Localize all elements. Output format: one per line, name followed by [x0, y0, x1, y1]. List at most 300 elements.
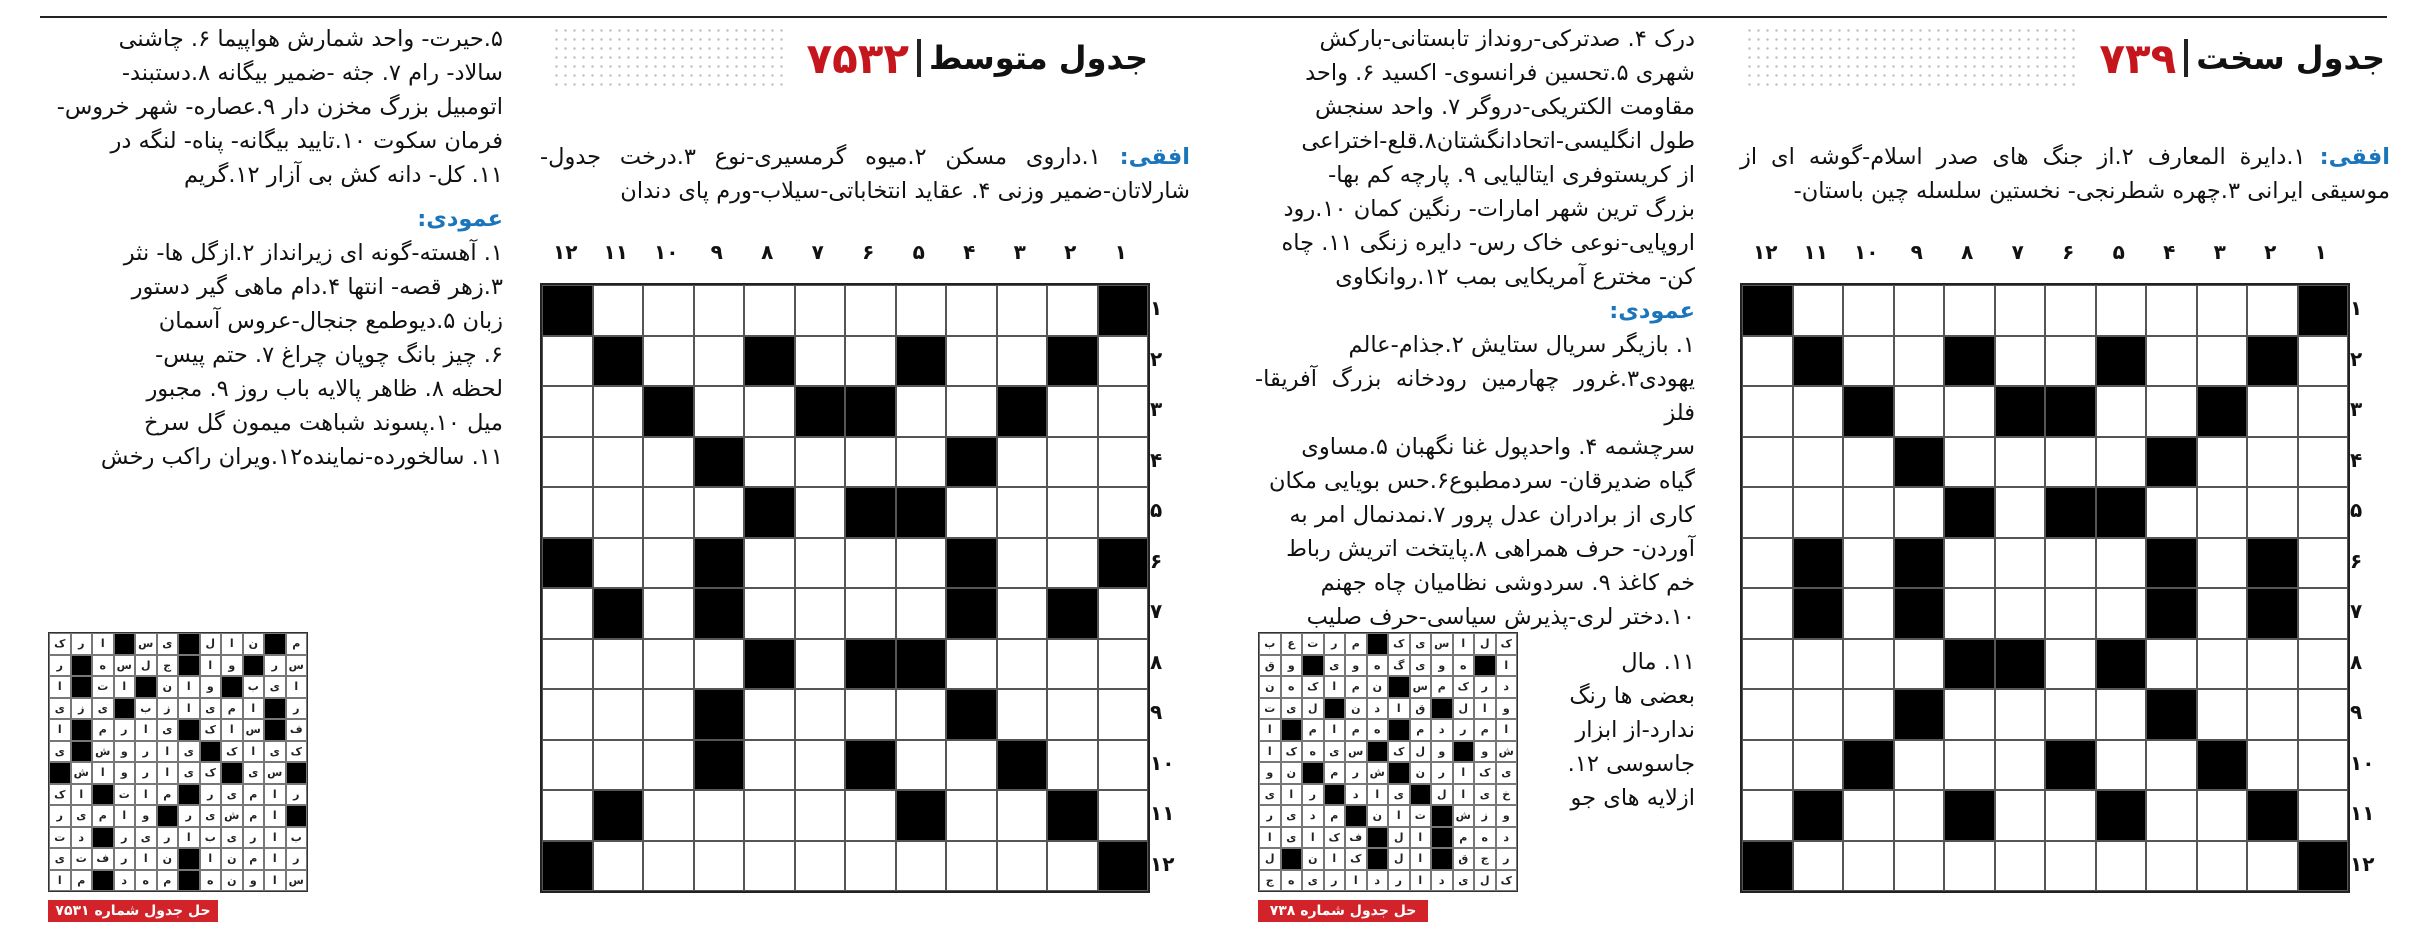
solution-letter-cell: ر — [71, 633, 93, 655]
solution-letter-cell: ر — [286, 698, 308, 720]
black-cell — [1843, 740, 1894, 791]
row-number: ۱ — [2350, 296, 2363, 321]
empty-cell[interactable] — [643, 689, 694, 740]
clue-line: ۵.حیرت- واحد شمارش هواپیما ۶. چاشنی — [118, 26, 503, 52]
empty-cell[interactable] — [744, 437, 795, 488]
empty-cell[interactable] — [896, 386, 947, 437]
empty-cell[interactable] — [2298, 740, 2349, 791]
solution-letter-cell: ه — [1474, 827, 1496, 849]
empty-cell[interactable] — [1793, 487, 1844, 538]
empty-cell[interactable] — [2146, 386, 2197, 437]
solution-black-cell — [1431, 848, 1453, 870]
empty-cell[interactable] — [1098, 588, 1149, 639]
empty-cell[interactable] — [1944, 740, 1995, 791]
empty-cell[interactable] — [694, 487, 745, 538]
empty-cell[interactable] — [1742, 538, 1793, 589]
solution-letter-cell: ی — [1410, 633, 1432, 655]
empty-cell[interactable] — [542, 437, 593, 488]
empty-cell[interactable] — [1995, 790, 2046, 841]
solution-letter-cell: ا — [1410, 827, 1432, 849]
solution-738-label: حل جدول شماره ۷۳۸ — [1258, 900, 1428, 922]
row-number: ۹ — [1150, 700, 1163, 725]
empty-cell[interactable] — [795, 841, 846, 892]
empty-cell[interactable] — [2197, 285, 2248, 336]
empty-cell[interactable] — [896, 538, 947, 589]
empty-cell[interactable] — [1995, 336, 2046, 387]
empty-cell[interactable] — [997, 437, 1048, 488]
empty-cell[interactable] — [744, 740, 795, 791]
empty-cell[interactable] — [2298, 386, 2349, 437]
empty-cell[interactable] — [643, 639, 694, 690]
solution-letter-cell: ا — [264, 805, 286, 827]
empty-cell[interactable] — [1995, 487, 2046, 538]
empty-cell[interactable] — [542, 790, 593, 841]
solution-letter-cell: ک — [1453, 676, 1475, 698]
solution-letter-cell: ز — [1474, 805, 1496, 827]
empty-cell[interactable] — [744, 689, 795, 740]
empty-cell[interactable] — [795, 437, 846, 488]
empty-cell[interactable] — [1843, 487, 1894, 538]
empty-cell[interactable] — [1098, 336, 1149, 387]
solution-letter-cell: و — [1496, 698, 1518, 720]
empty-cell[interactable] — [1843, 841, 1894, 892]
solution-letter-cell: م — [1345, 633, 1367, 655]
empty-cell[interactable] — [2298, 588, 2349, 639]
empty-cell[interactable] — [1894, 487, 1945, 538]
solution-letter-cell: م — [243, 848, 265, 870]
empty-cell[interactable] — [1047, 639, 1098, 690]
empty-cell[interactable] — [2096, 588, 2147, 639]
empty-cell[interactable] — [997, 285, 1048, 336]
empty-cell[interactable] — [643, 790, 694, 841]
medium-puzzle-number: ۷۵۳۲ — [806, 33, 909, 83]
clue-line: ۱۰.دختر لری-پذیرش سیاسی-حرف صلیب — [1306, 604, 1695, 630]
empty-cell[interactable] — [896, 437, 947, 488]
solution-black-cell — [92, 870, 114, 892]
solution-black-cell — [1367, 741, 1389, 763]
solution-letter-cell: ق — [1410, 698, 1432, 720]
empty-cell[interactable] — [845, 336, 896, 387]
empty-cell[interactable] — [1742, 588, 1793, 639]
empty-cell[interactable] — [1995, 841, 2046, 892]
empty-cell[interactable] — [1047, 487, 1098, 538]
row-number: ۲ — [1150, 346, 1163, 371]
empty-cell[interactable] — [593, 285, 644, 336]
empty-cell[interactable] — [2146, 487, 2197, 538]
empty-cell[interactable] — [946, 487, 997, 538]
black-cell — [1995, 386, 2046, 437]
empty-cell[interactable] — [744, 285, 795, 336]
empty-cell[interactable] — [896, 841, 947, 892]
empty-cell[interactable] — [2045, 689, 2096, 740]
empty-cell[interactable] — [795, 790, 846, 841]
column-number: ۳ — [2213, 240, 2226, 264]
empty-cell[interactable] — [795, 689, 846, 740]
row-number: ۴ — [1150, 447, 1163, 472]
empty-cell[interactable] — [1047, 841, 1098, 892]
empty-cell[interactable] — [2247, 285, 2298, 336]
solution-letter-cell: ن — [1281, 762, 1303, 784]
empty-cell[interactable] — [1742, 437, 1793, 488]
empty-cell[interactable] — [2045, 841, 2096, 892]
empty-cell[interactable] — [946, 639, 997, 690]
empty-cell[interactable] — [1944, 285, 1995, 336]
empty-cell[interactable] — [997, 841, 1048, 892]
empty-cell[interactable] — [1894, 639, 1945, 690]
empty-cell[interactable] — [1742, 740, 1793, 791]
empty-cell[interactable] — [2298, 437, 2349, 488]
clue-line: ۱. بازیگر سریال ستایش ۲.جذام-عالم — [1348, 332, 1695, 358]
empty-cell[interactable] — [2298, 487, 2349, 538]
row-number: ۸ — [2350, 649, 2363, 674]
empty-cell[interactable] — [694, 386, 745, 437]
empty-cell[interactable] — [1995, 740, 2046, 791]
black-cell — [2298, 841, 2349, 892]
empty-cell[interactable] — [2045, 336, 2096, 387]
empty-cell[interactable] — [1944, 841, 1995, 892]
empty-cell[interactable] — [997, 336, 1048, 387]
empty-cell[interactable] — [997, 790, 1048, 841]
empty-cell[interactable] — [845, 588, 896, 639]
empty-cell[interactable] — [744, 386, 795, 437]
empty-cell[interactable] — [946, 790, 997, 841]
empty-cell[interactable] — [1742, 386, 1793, 437]
empty-cell[interactable] — [896, 689, 947, 740]
empty-cell[interactable] — [643, 740, 694, 791]
hard-puzzle-title: جدول سخت — [2196, 39, 2385, 77]
solution-letter-cell: ا — [1281, 784, 1303, 806]
column-number: ۱ — [2314, 240, 2327, 264]
empty-cell[interactable] — [593, 689, 644, 740]
empty-cell[interactable] — [1843, 336, 1894, 387]
empty-cell[interactable] — [795, 538, 846, 589]
empty-cell[interactable] — [643, 487, 694, 538]
empty-cell[interactable] — [1742, 336, 1793, 387]
empty-cell[interactable] — [845, 285, 896, 336]
empty-cell[interactable] — [1995, 689, 2046, 740]
empty-cell[interactable] — [694, 841, 745, 892]
empty-cell[interactable] — [542, 639, 593, 690]
medium-clues-continued — [48, 22, 503, 474]
empty-cell[interactable] — [1742, 639, 1793, 690]
empty-cell[interactable] — [744, 841, 795, 892]
empty-cell[interactable] — [2247, 487, 2298, 538]
empty-cell[interactable] — [795, 639, 846, 690]
solution-letter-cell: ی — [200, 698, 222, 720]
black-cell — [593, 336, 644, 387]
clue-line: بعضی ها رنگ — [1569, 683, 1695, 709]
solution-letter-cell: ا — [243, 741, 265, 763]
empty-cell[interactable] — [1793, 437, 1844, 488]
empty-cell[interactable] — [1098, 790, 1149, 841]
black-cell — [1793, 336, 1844, 387]
empty-cell[interactable] — [1944, 437, 1995, 488]
empty-cell[interactable] — [1793, 841, 1844, 892]
empty-cell[interactable] — [2146, 841, 2197, 892]
empty-cell[interactable] — [2247, 639, 2298, 690]
empty-cell[interactable] — [1793, 740, 1844, 791]
solution-letter-cell: ت — [1410, 805, 1432, 827]
empty-cell[interactable] — [845, 689, 896, 740]
empty-cell[interactable] — [2096, 386, 2147, 437]
empty-cell[interactable] — [593, 437, 644, 488]
solution-black-cell — [1367, 827, 1389, 849]
empty-cell[interactable] — [2298, 639, 2349, 690]
black-cell — [542, 841, 593, 892]
empty-cell[interactable] — [643, 285, 694, 336]
empty-cell[interactable] — [1894, 336, 1945, 387]
solution-letter-cell: س — [243, 719, 265, 741]
clue-line: طول انگلیسی-اتحادانگشتان۸.قلع-اختراعی — [1301, 128, 1695, 154]
solution-letter-cell: ر — [1496, 848, 1518, 870]
empty-cell[interactable] — [2247, 689, 2298, 740]
row-number: ۱۱ — [1150, 801, 1175, 826]
empty-cell[interactable] — [2197, 487, 2248, 538]
black-cell — [946, 689, 997, 740]
empty-cell[interactable] — [2146, 790, 2197, 841]
empty-cell[interactable] — [1995, 588, 2046, 639]
empty-cell[interactable] — [1047, 386, 1098, 437]
empty-cell[interactable] — [795, 740, 846, 791]
solution-letter-cell: م — [1453, 827, 1475, 849]
solution-black-cell — [178, 633, 200, 655]
medium-row-numbers — [1150, 283, 1174, 889]
empty-cell[interactable] — [946, 285, 997, 336]
solution-letter-cell: ه — [1453, 655, 1475, 677]
medium-across-text: ۱.داروی مسکن ۲.میوه گرمسیری-نوع ۳.درخت جدول- شارلاتان-ضمیر وزنی ۴. عقاید انتخاباتی-سیلاب-ورم پای دندان — [540, 144, 1190, 204]
empty-cell[interactable] — [542, 487, 593, 538]
empty-cell[interactable] — [593, 487, 644, 538]
solution-black-cell — [1388, 719, 1410, 741]
empty-cell[interactable] — [2247, 386, 2298, 437]
empty-cell[interactable] — [694, 790, 745, 841]
column-number: ۴ — [2163, 240, 2176, 264]
empty-cell[interactable] — [1944, 386, 1995, 437]
empty-cell[interactable] — [2298, 790, 2349, 841]
empty-cell[interactable] — [946, 386, 997, 437]
solution-letter-cell: ل — [1259, 848, 1281, 870]
solution-black-cell — [200, 741, 222, 763]
empty-cell[interactable] — [1894, 285, 1945, 336]
medium-crossword-grid[interactable] — [540, 283, 1150, 893]
empty-cell[interactable] — [1047, 740, 1098, 791]
empty-cell[interactable] — [997, 639, 1048, 690]
empty-cell[interactable] — [1742, 790, 1793, 841]
empty-cell[interactable] — [1098, 437, 1149, 488]
clue-line: یهودی۳.غرور چهارمین رودخانه بزرگ آفریقا-فلز — [1255, 366, 1695, 426]
empty-cell[interactable] — [2197, 841, 2248, 892]
empty-cell[interactable] — [2247, 437, 2298, 488]
empty-cell[interactable] — [2197, 437, 2248, 488]
empty-cell[interactable] — [2146, 336, 2197, 387]
empty-cell[interactable] — [997, 588, 1048, 639]
empty-cell[interactable] — [2298, 538, 2349, 589]
empty-cell[interactable] — [1843, 437, 1894, 488]
empty-cell[interactable] — [997, 487, 1048, 538]
empty-cell[interactable] — [542, 740, 593, 791]
empty-cell[interactable] — [1995, 538, 2046, 589]
empty-cell[interactable] — [593, 538, 644, 589]
solution-letter-cell: ی — [221, 784, 243, 806]
solution-letter-cell: ع — [1281, 633, 1303, 655]
empty-cell[interactable] — [643, 588, 694, 639]
empty-cell[interactable] — [896, 588, 947, 639]
solution-black-cell — [1410, 784, 1432, 806]
empty-cell[interactable] — [542, 588, 593, 639]
empty-cell[interactable] — [2096, 740, 2147, 791]
empty-cell[interactable] — [1047, 285, 1098, 336]
empty-cell[interactable] — [1742, 487, 1793, 538]
solution-letter-cell: ا — [49, 719, 71, 741]
empty-cell[interactable] — [845, 790, 896, 841]
empty-cell[interactable] — [795, 285, 846, 336]
empty-cell[interactable] — [542, 336, 593, 387]
empty-cell[interactable] — [1098, 487, 1149, 538]
empty-cell[interactable] — [1894, 740, 1945, 791]
empty-cell[interactable] — [593, 841, 644, 892]
empty-cell[interactable] — [1047, 538, 1098, 589]
empty-cell[interactable] — [2045, 285, 2096, 336]
empty-cell[interactable] — [1843, 790, 1894, 841]
empty-cell[interactable] — [1793, 285, 1844, 336]
empty-cell[interactable] — [1843, 639, 1894, 690]
empty-cell[interactable] — [1944, 588, 1995, 639]
empty-cell[interactable] — [845, 437, 896, 488]
empty-cell[interactable] — [946, 740, 997, 791]
empty-cell[interactable] — [1793, 386, 1844, 437]
empty-cell[interactable] — [1742, 689, 1793, 740]
solution-letter-cell: د — [1345, 784, 1367, 806]
empty-cell[interactable] — [694, 639, 745, 690]
empty-cell[interactable] — [1047, 437, 1098, 488]
empty-cell[interactable] — [2096, 841, 2147, 892]
empty-cell[interactable] — [1047, 689, 1098, 740]
solution-black-cell — [178, 719, 200, 741]
empty-cell[interactable] — [997, 689, 1048, 740]
empty-cell[interactable] — [694, 336, 745, 387]
black-cell — [2045, 740, 2096, 791]
empty-cell[interactable] — [795, 487, 846, 538]
empty-cell[interactable] — [2045, 639, 2096, 690]
empty-cell[interactable] — [946, 841, 997, 892]
empty-cell[interactable] — [795, 588, 846, 639]
empty-cell[interactable] — [896, 740, 947, 791]
empty-cell[interactable] — [1995, 437, 2046, 488]
solution-letter-cell: ا — [1410, 848, 1432, 870]
empty-cell[interactable] — [2197, 336, 2248, 387]
empty-cell[interactable] — [2146, 639, 2197, 690]
empty-cell[interactable] — [744, 588, 795, 639]
solution-letter-cell: ا — [1388, 698, 1410, 720]
medium-puzzle-header — [552, 26, 1148, 90]
empty-cell[interactable] — [542, 689, 593, 740]
empty-cell[interactable] — [1843, 538, 1894, 589]
empty-cell[interactable] — [2298, 689, 2349, 740]
empty-cell[interactable] — [1944, 538, 1995, 589]
empty-cell[interactable] — [2146, 740, 2197, 791]
black-cell — [1742, 285, 1793, 336]
black-cell — [542, 538, 593, 589]
solution-letter-cell: ک — [1496, 633, 1518, 655]
empty-cell[interactable] — [2096, 437, 2147, 488]
empty-cell[interactable] — [643, 841, 694, 892]
empty-cell[interactable] — [2247, 740, 2298, 791]
empty-cell[interactable] — [2146, 285, 2197, 336]
hard-crossword-grid[interactable] — [1740, 283, 2350, 893]
empty-cell[interactable] — [1843, 689, 1894, 740]
empty-cell[interactable] — [845, 538, 896, 589]
solution-letter-cell: ا — [200, 848, 222, 870]
empty-cell[interactable] — [1843, 588, 1894, 639]
empty-cell[interactable] — [744, 790, 795, 841]
empty-cell[interactable] — [2197, 689, 2248, 740]
empty-cell[interactable] — [542, 386, 593, 437]
empty-cell[interactable] — [1793, 689, 1844, 740]
empty-cell[interactable] — [2096, 689, 2147, 740]
empty-cell[interactable] — [1098, 639, 1149, 690]
empty-cell[interactable] — [2045, 588, 2096, 639]
solution-black-cell — [114, 698, 136, 720]
empty-cell[interactable] — [997, 538, 1048, 589]
solution-letter-cell: ا — [286, 676, 308, 698]
empty-cell[interactable] — [946, 336, 997, 387]
empty-cell[interactable] — [2045, 437, 2096, 488]
empty-cell[interactable] — [593, 740, 644, 791]
empty-cell[interactable] — [1098, 689, 1149, 740]
empty-cell[interactable] — [2045, 538, 2096, 589]
empty-cell[interactable] — [1944, 689, 1995, 740]
empty-cell[interactable] — [2197, 588, 2248, 639]
empty-cell[interactable] — [1098, 386, 1149, 437]
empty-cell[interactable] — [2096, 538, 2147, 589]
solution-black-cell — [178, 784, 200, 806]
empty-cell[interactable] — [2247, 841, 2298, 892]
empty-cell[interactable] — [593, 639, 644, 690]
black-cell — [1793, 790, 1844, 841]
empty-cell[interactable] — [2298, 336, 2349, 387]
top-rule — [40, 16, 2387, 18]
title-divider — [917, 39, 921, 77]
solution-letter-cell: م — [71, 870, 93, 892]
empty-cell[interactable] — [2197, 790, 2248, 841]
empty-cell[interactable] — [744, 538, 795, 589]
empty-cell[interactable] — [2197, 639, 2248, 690]
solution-letter-cell: ر — [1324, 870, 1346, 892]
empty-cell[interactable] — [795, 336, 846, 387]
solution-letter-cell: ی — [92, 698, 114, 720]
empty-cell[interactable] — [1894, 386, 1945, 437]
empty-cell[interactable] — [593, 386, 644, 437]
empty-cell[interactable] — [643, 538, 694, 589]
empty-cell[interactable] — [643, 437, 694, 488]
empty-cell[interactable] — [1793, 639, 1844, 690]
empty-cell[interactable] — [1894, 790, 1945, 841]
empty-cell[interactable] — [2045, 790, 2096, 841]
empty-cell[interactable] — [1894, 841, 1945, 892]
solution-black-cell — [1345, 805, 1367, 827]
empty-cell[interactable] — [896, 285, 947, 336]
hard-down-label: عمودی: — [1609, 298, 1695, 324]
empty-cell[interactable] — [1995, 285, 2046, 336]
empty-cell[interactable] — [2096, 285, 2147, 336]
empty-cell[interactable] — [694, 285, 745, 336]
empty-cell[interactable] — [1098, 740, 1149, 791]
empty-cell[interactable] — [643, 336, 694, 387]
black-cell — [2096, 639, 2147, 690]
empty-cell[interactable] — [2197, 538, 2248, 589]
empty-cell[interactable] — [1843, 285, 1894, 336]
empty-cell[interactable] — [845, 841, 896, 892]
